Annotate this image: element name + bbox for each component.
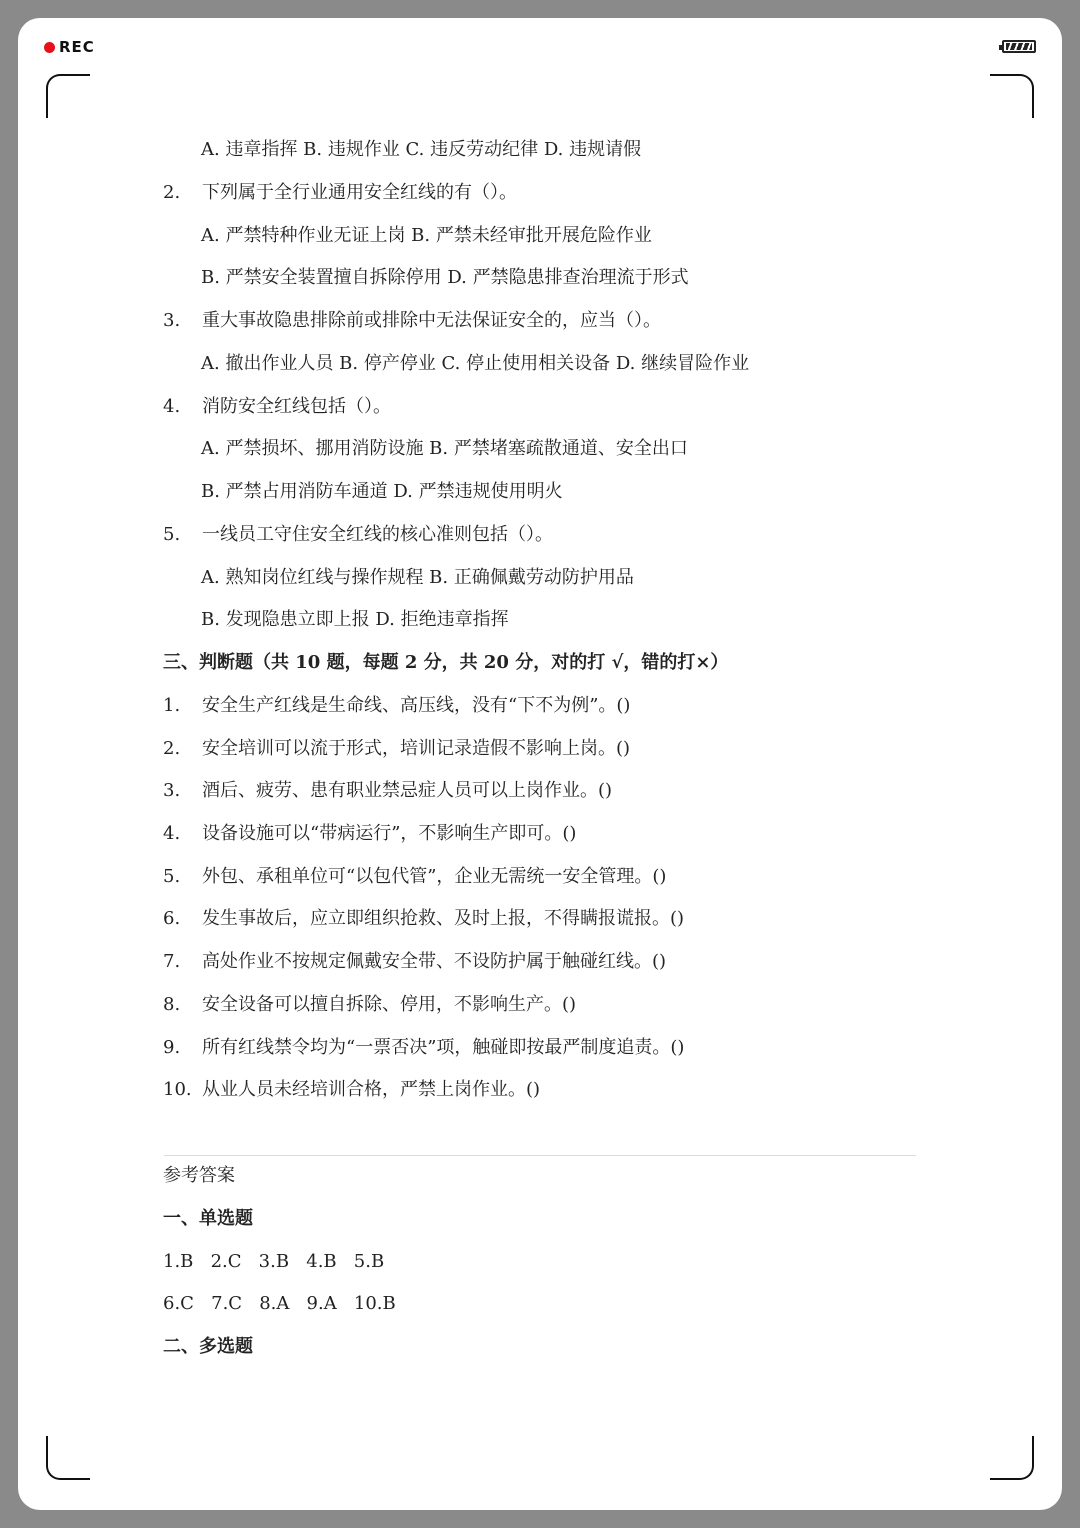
question-3: 3. 重大事故隐患排除前或排除中无法保证安全的，应当（）。 (163, 310, 661, 331)
section-divider (164, 1155, 916, 1156)
rec-label: REC (59, 38, 95, 56)
q4-options-2: B. 严禁占用消防车通道 D. 严禁违规使用明火 (201, 481, 563, 502)
judgment-item: 5. 外包、承租单位可“以包代管”，企业无需统一安全管理。() (163, 866, 667, 887)
judgment-item: 9. 所有红线禁令均为“一票否决”项，触碰即按最严制度追责。() (163, 1037, 685, 1058)
q2-options-1: A. 严禁特种作业无证上岗 B. 严禁未经审批开展危险作业 (201, 225, 652, 246)
judgment-item: 1. 安全生产红线是生命线、高压线，没有“下不为例”。() (163, 695, 631, 716)
judgment-heading: 三、判断题（共 10 题，每题 2 分，共 20 分，对的打 √，错的打×） (163, 652, 729, 673)
question-4: 4. 消防安全红线包括（）。 (163, 396, 391, 417)
document-page (18, 18, 1062, 1510)
q2-options-2: B. 严禁安全装置擅自拆除停用 D. 严禁隐患排查治理流于形式 (201, 267, 689, 288)
question-2: 2. 下列属于全行业通用安全红线的有（）。 (163, 182, 517, 203)
judgment-item: 7. 高处作业不按规定佩戴安全带、不设防护属于触碰红线。() (163, 951, 667, 972)
q3-options: A. 撤出作业人员 B. 停产停业 C. 停止使用相关设备 D. 继续冒险作业 (201, 353, 750, 374)
q1-options: A. 违章指挥 B. 违规作业 C. 违反劳动纪律 D. 违规请假 (201, 139, 642, 160)
answers-row-1: 1.B 2.C 3.B 4.B 5.B (163, 1251, 385, 1272)
question-5: 5. 一线员工守住安全红线的核心准则包括（）。 (163, 524, 553, 545)
document-frame (18, 18, 1062, 1510)
judgment-item: 8. 安全设备可以擅自拆除、停用，不影响生产。() (163, 994, 577, 1015)
answers-title: 参考答案 (163, 1165, 235, 1186)
judgment-item: 3. 酒后、疲劳、患有职业禁忌症人员可以上岗作业。() (163, 780, 613, 801)
judgment-item: 6. 发生事故后，应立即组织抢救、及时上报，不得瞒报谎报。() (163, 908, 685, 929)
answers-row-2: 6.C 7.C 8.A 9.A 10.B (163, 1293, 396, 1314)
q5-options-2: B. 发现隐患立即上报 D. 拒绝违章指挥 (201, 609, 509, 630)
answers-section-multi: 二、多选题 (163, 1336, 253, 1357)
judgment-item: 4. 设备设施可以“带病运行”，不影响生产即可。() (163, 823, 577, 844)
judgment-item: 2. 安全培训可以流于形式，培训记录造假不影响上岗。() (163, 738, 631, 759)
judgment-item: 10. 从业人员未经培训合格，严禁上岗作业。() (163, 1079, 541, 1100)
q5-options-1: A. 熟知岗位红线与操作规程 B. 正确佩戴劳动防护用品 (201, 567, 634, 588)
answers-section-single: 一、单选题 (163, 1208, 253, 1229)
q4-options-1: A. 严禁损坏、挪用消防设施 B. 严禁堵塞疏散通道、安全出口 (201, 438, 688, 459)
